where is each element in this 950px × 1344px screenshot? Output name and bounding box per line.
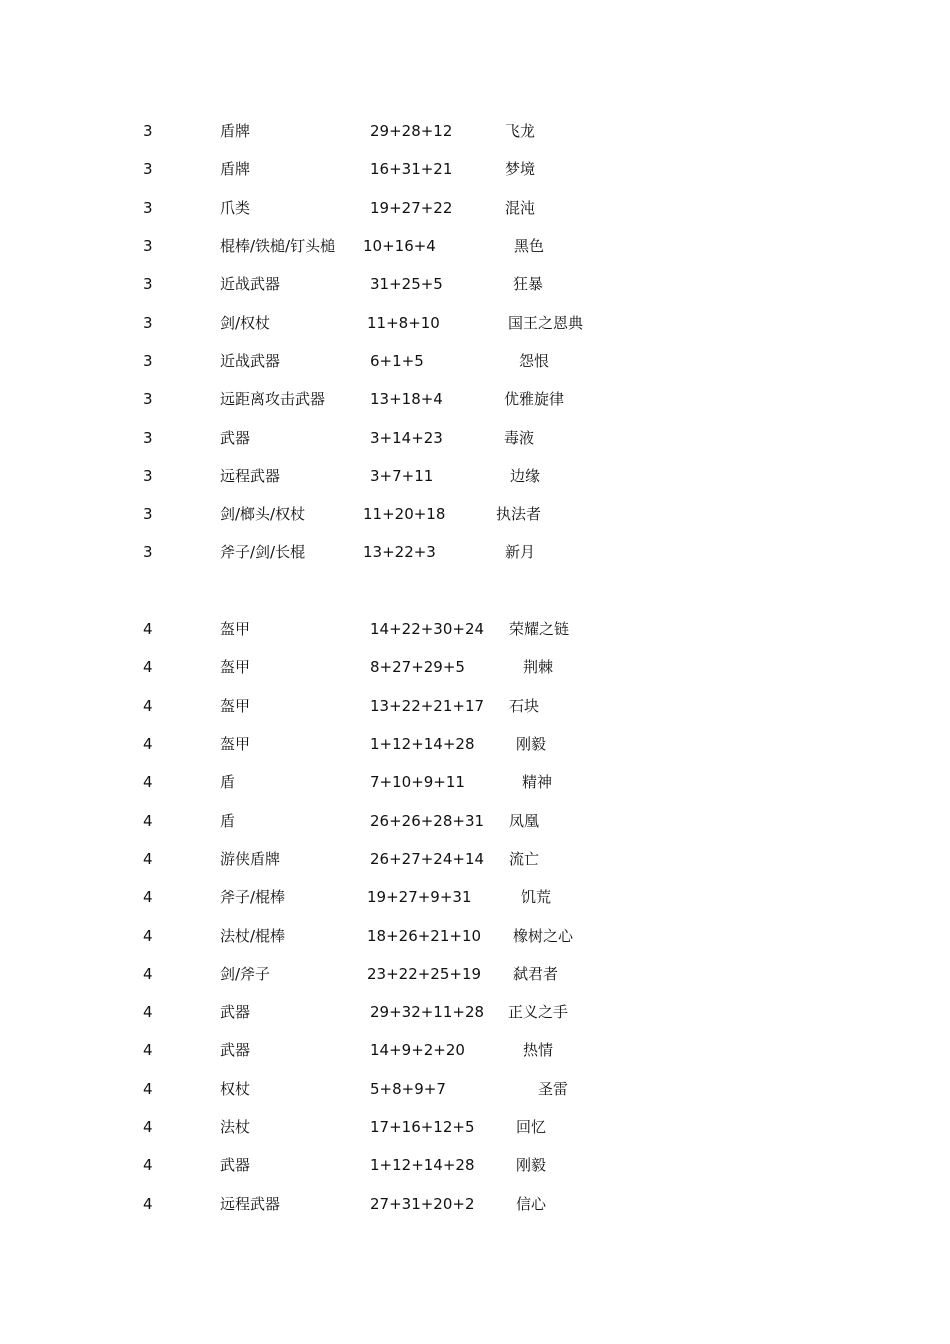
rune-combo: 13+22+3	[363, 543, 436, 561]
table-row	[0, 157, 950, 181]
runeword-name: 圣雷	[538, 1080, 569, 1098]
item-base: 爪类	[220, 199, 251, 217]
rune-combo: 27+31+20+2	[370, 1195, 475, 1213]
socket-count: 4	[143, 812, 153, 830]
socket-count: 4	[143, 1118, 153, 1136]
rune-combo: 5+8+9+7	[370, 1080, 446, 1098]
table-row	[0, 196, 950, 220]
socket-count: 4	[143, 1080, 153, 1098]
table-row	[0, 349, 950, 373]
item-base: 近战武器	[220, 352, 281, 370]
rune-combo: 11+20+18	[363, 505, 446, 523]
table-row	[0, 464, 950, 488]
socket-count: 4	[143, 965, 153, 983]
rune-combo: 26+27+24+14	[370, 850, 485, 868]
item-base: 斧子/棍棒	[220, 888, 286, 906]
item-base: 法杖/棍棒	[220, 927, 286, 945]
item-base: 棍棒/铁槌/钉头槌	[220, 237, 336, 255]
rune-combo: 10+16+4	[363, 237, 436, 255]
socket-count: 3	[143, 505, 153, 523]
table-row	[0, 502, 950, 526]
rune-combo: 11+8+10	[367, 314, 440, 332]
runeword-name: 信心	[516, 1195, 547, 1213]
table-row	[0, 119, 950, 143]
runeword-name: 凤凰	[509, 812, 540, 830]
item-base: 剑/榔头/权杖	[220, 505, 306, 523]
socket-count: 4	[143, 1003, 153, 1021]
item-base: 远程武器	[220, 467, 281, 485]
item-base: 远程武器	[220, 1195, 281, 1213]
rune-combo: 14+9+2+20	[370, 1041, 465, 1059]
rune-combo: 18+26+21+10	[367, 927, 482, 945]
socket-count: 4	[143, 735, 153, 753]
rune-combo: 7+10+9+11	[370, 773, 465, 791]
table-row	[0, 1038, 950, 1062]
table-row	[0, 540, 950, 564]
rune-combo: 3+14+23	[370, 429, 443, 447]
item-base: 近战武器	[220, 275, 281, 293]
table-row	[0, 617, 950, 641]
runeword-name: 精神	[522, 773, 553, 791]
rune-combo: 13+18+4	[370, 390, 443, 408]
item-base: 游侠盾牌	[220, 850, 281, 868]
item-base: 斧子/剑/长棍	[220, 543, 306, 561]
table-row	[0, 885, 950, 909]
runeword-name: 饥荒	[521, 888, 552, 906]
table-row	[0, 847, 950, 871]
table-row	[0, 732, 950, 756]
table-row	[0, 1115, 950, 1139]
rune-combo: 16+31+21	[370, 160, 453, 178]
table-row	[0, 272, 950, 296]
socket-count: 3	[143, 237, 153, 255]
item-base: 武器	[220, 1003, 251, 1021]
runeword-name: 流亡	[509, 850, 540, 868]
table-row	[0, 1000, 950, 1024]
rune-combo: 14+22+30+24	[370, 620, 485, 638]
socket-count: 4	[143, 927, 153, 945]
runeword-name: 橡树之心	[513, 927, 574, 945]
runeword-name: 石块	[509, 697, 540, 715]
table-row	[0, 234, 950, 258]
rune-combo: 26+26+28+31	[370, 812, 485, 830]
table-row	[0, 311, 950, 335]
item-base: 盾	[220, 812, 236, 830]
runeword-name: 狂暴	[513, 275, 544, 293]
rune-combo: 1+12+14+28	[370, 735, 475, 753]
socket-count: 3	[143, 352, 153, 370]
table-row	[0, 770, 950, 794]
socket-count: 3	[143, 543, 153, 561]
table-row	[0, 1077, 950, 1101]
item-base: 盔甲	[220, 620, 251, 638]
table-row	[0, 387, 950, 411]
item-base: 法杖	[220, 1118, 251, 1136]
socket-count: 3	[143, 390, 153, 408]
runeword-name: 荣耀之链	[509, 620, 570, 638]
runeword-name: 弑君者	[513, 965, 559, 983]
runeword-name: 毒液	[504, 429, 535, 447]
socket-count: 3	[143, 429, 153, 447]
table-row	[0, 426, 950, 450]
table-row	[0, 1192, 950, 1216]
rune-combo: 13+22+21+17	[370, 697, 485, 715]
item-base: 武器	[220, 1041, 251, 1059]
socket-count: 4	[143, 697, 153, 715]
socket-count: 4	[143, 1195, 153, 1213]
rune-combo: 8+27+29+5	[370, 658, 465, 676]
socket-count: 4	[143, 773, 153, 791]
table-row	[0, 809, 950, 833]
item-base: 盾	[220, 773, 236, 791]
item-base: 盔甲	[220, 735, 251, 753]
item-base: 权杖	[220, 1080, 251, 1098]
socket-count: 3	[143, 122, 153, 140]
socket-count: 3	[143, 160, 153, 178]
rune-combo: 17+16+12+5	[370, 1118, 475, 1136]
runeword-name: 黑色	[514, 237, 545, 255]
item-base: 远距离攻击武器	[220, 390, 326, 408]
rune-combo: 3+7+11	[370, 467, 434, 485]
runeword-name: 执法者	[496, 505, 542, 523]
rune-combo: 23+22+25+19	[367, 965, 482, 983]
item-base: 剑/权杖	[220, 314, 271, 332]
runeword-name: 国王之恩典	[508, 314, 584, 332]
runeword-name: 梦境	[505, 160, 536, 178]
item-base: 盾牌	[220, 122, 251, 140]
runeword-name: 正义之手	[508, 1003, 569, 1021]
table-row	[0, 1153, 950, 1177]
socket-count: 3	[143, 275, 153, 293]
item-base: 盔甲	[220, 697, 251, 715]
socket-count: 4	[143, 658, 153, 676]
socket-count: 4	[143, 1041, 153, 1059]
socket-count: 4	[143, 888, 153, 906]
table-row	[0, 962, 950, 986]
runeword-name: 优雅旋律	[504, 390, 565, 408]
socket-count: 3	[143, 314, 153, 332]
item-base: 武器	[220, 1156, 251, 1174]
item-base: 武器	[220, 429, 251, 447]
table-row	[0, 655, 950, 679]
rune-combo: 19+27+9+31	[367, 888, 472, 906]
runeword-name: 回忆	[516, 1118, 547, 1136]
rune-combo: 19+27+22	[370, 199, 453, 217]
runeword-name: 刚毅	[516, 1156, 547, 1174]
item-base: 剑/斧子	[220, 965, 271, 983]
socket-count: 4	[143, 850, 153, 868]
item-base: 盾牌	[220, 160, 251, 178]
rune-combo: 29+28+12	[370, 122, 453, 140]
runeword-name: 新月	[505, 543, 536, 561]
runeword-name: 刚毅	[516, 735, 547, 753]
socket-count: 4	[143, 1156, 153, 1174]
table-row	[0, 694, 950, 718]
runeword-name: 热情	[523, 1041, 554, 1059]
rune-combo: 6+1+5	[370, 352, 424, 370]
item-base: 盔甲	[220, 658, 251, 676]
rune-combo: 29+32+11+28	[370, 1003, 485, 1021]
runeword-name: 荆棘	[523, 658, 554, 676]
runeword-name: 混沌	[505, 199, 536, 217]
rune-combo: 1+12+14+28	[370, 1156, 475, 1174]
table-row	[0, 924, 950, 948]
rune-combo: 31+25+5	[370, 275, 443, 293]
runeword-name: 飞龙	[505, 122, 536, 140]
socket-count: 4	[143, 620, 153, 638]
runeword-name: 边缘	[510, 467, 541, 485]
socket-count: 3	[143, 199, 153, 217]
runeword-name: 怨恨	[519, 352, 550, 370]
socket-count: 3	[143, 467, 153, 485]
